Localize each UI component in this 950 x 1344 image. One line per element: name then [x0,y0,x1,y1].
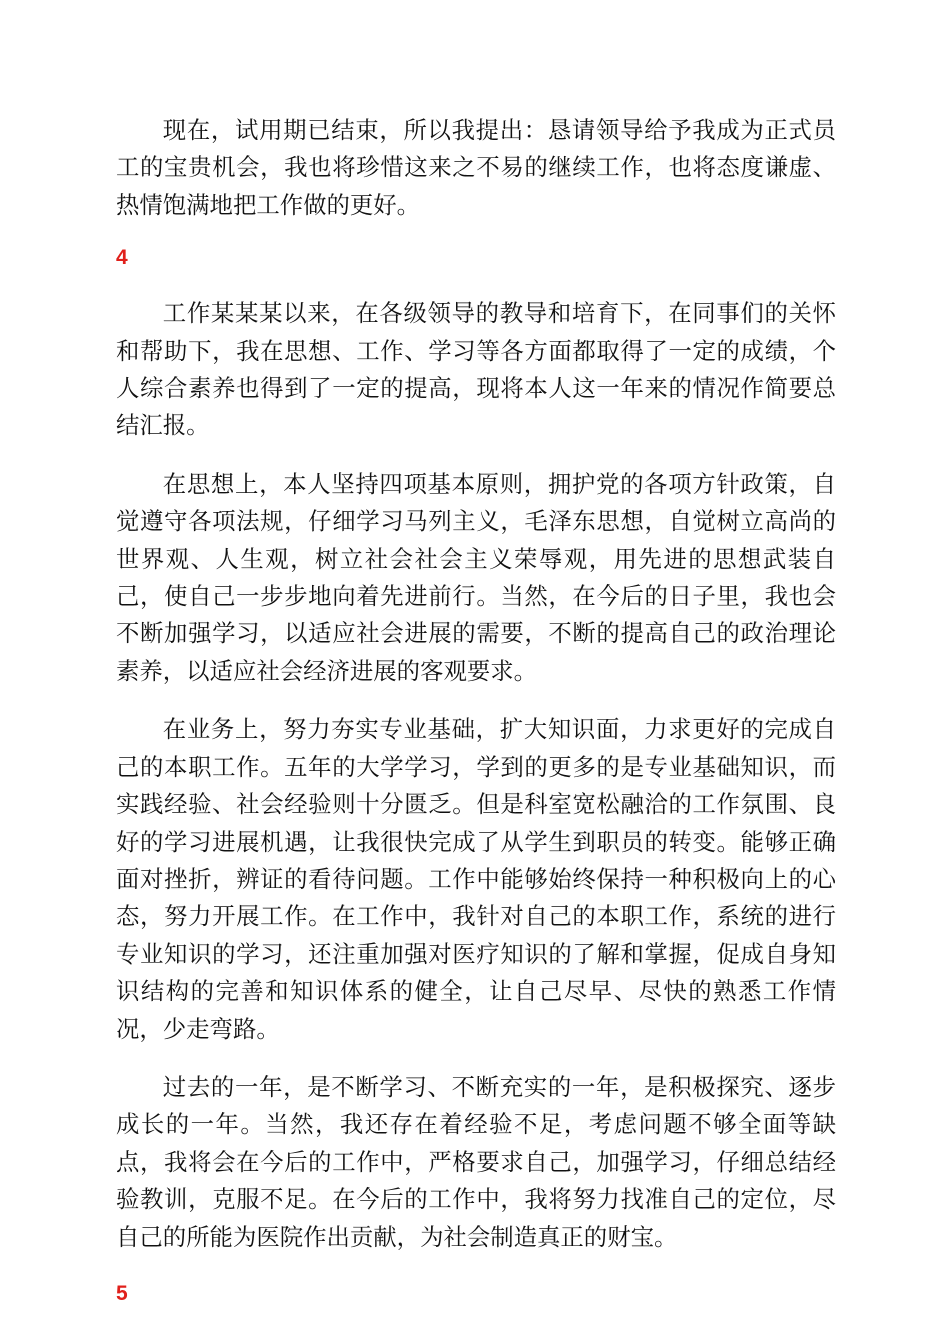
document-body [116,112,836,1331]
paragraph-summary: 过去的一年，是不断学习、不断充实的一年，是积极探究、逐步成长的一年。当然，我还存在着经验不足，考虑问题不够全面等缺点，我将会在今后的工作中，严格要求自己，加强学习，仔细总结经验教训，克服不足。在今后的工作中，我将努力找准自己的定位，尽自己的所能为医院作出贡献，为社会制造真正的财宝。 [116,1072,836,1251]
paragraph-probation-request: 现在，试用期已结束，所以我提出：恳请领导给予我成为正式员工的宝贵机会，我也将珍惜这来之不易的继续工作，也将态度谦虚、热情饱满地把工作做的更好。 [116,116,836,219]
paragraph-professional: 在业务上，努力夯实专业基础，扩大知识面，力求更好的完成自己的本职工作。五年的大学学习，学到的更多的是专业基础知识，而实践经验、社会经验则十分匮乏。但是科室宽松融洽的工作氛围、良好的学习进展机遇，让我很快完成了从学生到职员的转变。能够正确面对挫折，辨证的看待问题。工作中能够始终保持一种积极向上的心态，努力开展工作。在工作中，我针对自己的本职工作，系统的进行专业知识的学习，还注重加强对医疗知识的了解和掌握，促成自身知识结构的完善和知识体系的健全，让自己尽早、尽快的熟悉工作情况，少走弯路。 [116,715,836,1043]
paragraph-ideology: 在思想上，本人坚持四项基本原则，拥护党的各项方针政策，自觉遵守各项法规，仔细学习马列主义，毛泽东思想，自觉树立高尚的世界观、人生观，树立社会社会主义荣辱观，用先进的思想武装自己，使自己一步步地向着先进前行。当然，在今后的日子里，我也会不断加强学习，以适应社会进展的需要，不断的提高自己的政治理论素养，以适应社会经济进展的客观要求。 [116,469,836,685]
section-number-4: 4 [116,246,128,270]
paragraph-intro: 工作某某某以来，在各级领导的教导和培育下，在同事们的关怀和帮助下，我在思想、工作、学习等各方面都取得了一定的成绩，个人综合素养也得到了一定的提高，现将本人这一年来的情况作简要总结汇报。 [116,299,836,440]
section-number-5: 5 [116,1281,128,1305]
